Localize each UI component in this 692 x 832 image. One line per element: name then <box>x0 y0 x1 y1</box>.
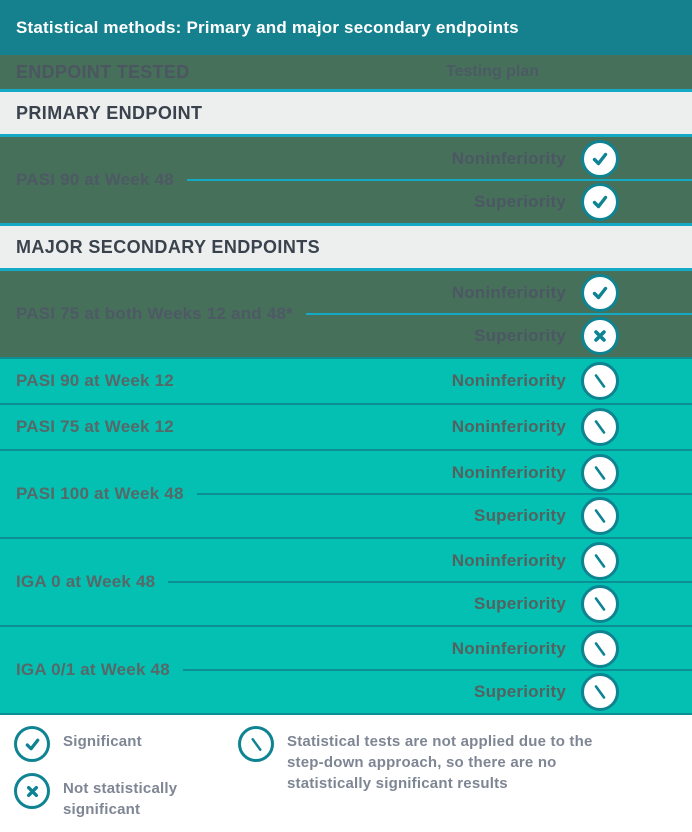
not-applied-icon <box>581 630 619 668</box>
endpoint-label: PASI 75 at Week 12 <box>0 405 187 449</box>
testing-plan-label: Noninferiority <box>451 417 566 436</box>
table-row <box>0 271 692 357</box>
testing-plan-label: Superiority <box>474 191 566 211</box>
cross-icon <box>14 773 50 809</box>
endpoint-label: PASI 75 at both Weeks 12 and 48* <box>0 271 306 357</box>
legend-text <box>63 773 177 820</box>
legend-item-not-applied <box>238 726 593 794</box>
legend-text: Significant <box>63 733 142 750</box>
table-row <box>0 539 692 625</box>
cross-icon <box>581 317 619 355</box>
endpoint-label: IGA 0/1 at Week 48 <box>0 627 183 713</box>
section-band-primary <box>0 92 692 134</box>
testing-plan-label: Noninferiority <box>451 148 566 168</box>
testing-plan-label: Noninferiority <box>451 550 566 570</box>
column-header-row <box>0 55 692 89</box>
title-bar <box>0 0 692 55</box>
testing-plan-label: Superiority <box>474 593 566 613</box>
section-band-secondary <box>0 226 692 268</box>
check-icon <box>581 274 619 312</box>
testing-plan-label: Superiority <box>474 505 566 525</box>
not-applied-icon <box>581 542 619 580</box>
not-applied-icon <box>581 497 619 535</box>
endpoint-label: PASI 90 at Week 48 <box>0 137 187 223</box>
section-band-label: PRIMARY ENDPOINT <box>16 102 203 123</box>
endpoint-label: PASI 100 at Week 48 <box>0 451 197 537</box>
testing-plan-label: Noninferiority <box>451 371 566 390</box>
endpoint-label: IGA 0 at Week 48 <box>0 539 168 625</box>
not-applied-icon <box>581 408 619 446</box>
table-row <box>0 359 692 403</box>
check-icon <box>581 183 619 221</box>
page-title: Statistical methods: Primary and major secondary endpoints <box>16 17 519 37</box>
check-icon <box>14 726 50 762</box>
testing-plan-label: Noninferiority <box>451 282 566 302</box>
not-applied-icon <box>581 673 619 711</box>
legend-text-line: statistically significant results <box>287 775 508 792</box>
column-endpoint-tested: ENDPOINT TESTED <box>16 61 190 82</box>
testing-plan-label: Noninferiority <box>451 462 566 482</box>
legend-text-line: Statistical tests are not applied due to the <box>287 733 593 750</box>
legend-text <box>287 726 593 794</box>
legend-text-line: step-down approach, so there are no <box>287 754 557 771</box>
testing-plan-label: Superiority <box>474 325 566 345</box>
table-row <box>0 405 692 449</box>
section-band-label: MAJOR SECONDARY ENDPOINTS <box>16 236 321 257</box>
not-applied-icon <box>581 585 619 623</box>
legend-item-not-significant <box>14 773 177 820</box>
not-applied-icon <box>581 454 619 492</box>
not-applied-icon <box>238 726 274 762</box>
column-testing-plan: Testing plan <box>446 63 540 80</box>
check-icon <box>581 140 619 178</box>
table-row <box>0 451 692 537</box>
testing-plan-label: Superiority <box>474 681 566 701</box>
legend-item-significant <box>14 726 142 762</box>
legend-text-line: Not statistically <box>63 780 178 797</box>
legend <box>0 715 692 832</box>
not-applied-icon <box>581 362 619 400</box>
endpoint-label: PASI 90 at Week 12 <box>0 359 187 403</box>
table-row <box>0 627 692 713</box>
legend-text-line: significant <box>63 801 141 818</box>
testing-plan-label: Noninferiority <box>451 638 566 658</box>
table-row <box>0 137 692 223</box>
